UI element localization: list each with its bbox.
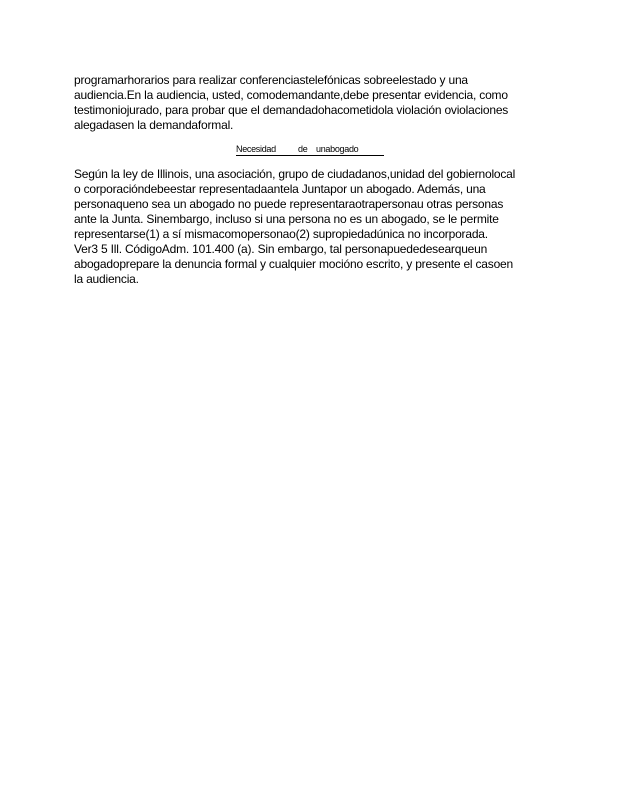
heading-word: Necesidad [236, 144, 276, 154]
text-line: abogadoprepare la denuncia formal y cualquier mocióno escrito, y presente el casoen [74, 257, 514, 271]
text-line: alegadasen la demandaformal. [74, 118, 234, 132]
paragraph-hearing [74, 73, 550, 133]
text-line: personaqueno sea un abogado no puede representaraotrapersonau otras personas [74, 197, 504, 211]
text-line: Según la ley de Illinois, una asociación, grupo de ciudadanos,unidad del gobiernolocal [74, 167, 516, 181]
text-line: la audiencia. [74, 272, 139, 286]
text-line: programarhorarios para realizar conferenciastelefónicas sobreelestado y una [74, 73, 468, 87]
text-line: o corporacióndebeestar representadaantela Juntapor un abogado. Además, una [74, 182, 486, 196]
text-line: representarse(1) a sí mismacomopersonao(2) supropiedadúnica no incorporada. [74, 227, 488, 241]
text-line: audiencia.En la audiencia, usted, comodemandante,debe presentar evidencia, como [74, 88, 508, 102]
text-line: Ver3 5 Ill. CódigoAdm. 101.400 (a). Sin embargo, tal personapuededesearqueun [74, 242, 488, 256]
heading-word: de [298, 144, 308, 154]
text-line: testimoniojurado, para probar que el demandadohacometidola violación oviolaciones [74, 103, 509, 117]
section-heading [236, 144, 384, 156]
heading-word: unabogado [316, 144, 359, 154]
text-line: ante la Junta. Sinembargo, incluso si una persona no es un abogado, se le permite [74, 212, 499, 226]
paragraph-lawyer-requirement [74, 167, 550, 287]
